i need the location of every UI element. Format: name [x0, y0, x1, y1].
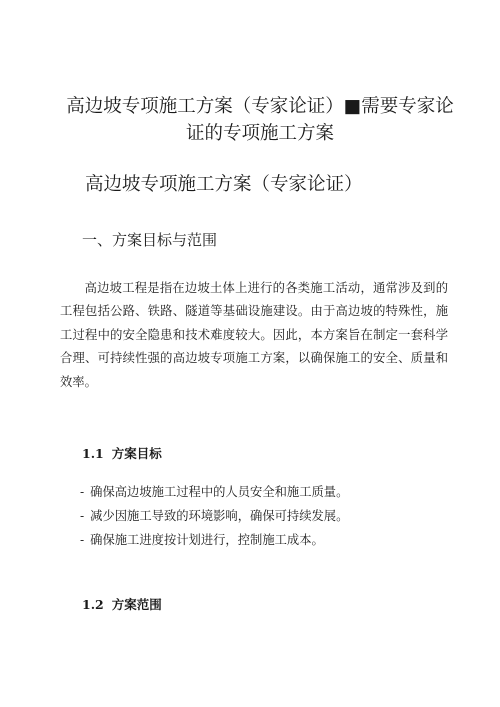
- subsection-heading-1-2: [82, 596, 162, 614]
- list-item-text: 确保施工进度按计划进行，控制施工成本。: [90, 533, 324, 547]
- list-item: [80, 504, 348, 528]
- subsection-label: 方案范围: [111, 597, 162, 612]
- subsection-number: 1.1: [82, 446, 104, 461]
- dash-bullet-icon: -: [80, 485, 85, 499]
- goals-list: [80, 480, 348, 552]
- subsection-label: 方案目标: [111, 446, 162, 461]
- section-heading-goals-scope: 一、方案目标与范围: [82, 231, 218, 249]
- dash-bullet-icon: -: [80, 509, 85, 523]
- subsection-heading-1-1: [82, 445, 162, 463]
- list-item: [80, 528, 348, 552]
- dash-bullet-icon: -: [80, 533, 85, 547]
- intro-paragraph: 高边坡工程是指在边坡土体上进行的各类施工活动，通常涉及到的工程包括公路、铁路、隧道等基础设施建设。由于高边坡的特殊性，施工过程中的安全隐患和技术难度较大。因此，本方案旨在制定一套科学合理、可持续性强的高边坡专项施工方案，以确保施工的安全、质量和效率。: [60, 281, 448, 389]
- document-subtitle: 高边坡专项施工方案（专家论证）: [85, 174, 363, 195]
- list-item: [80, 480, 348, 504]
- document-title: 高边坡专项施工方案（专家论证）■需要专家论证的专项施工方案: [66, 96, 454, 144]
- list-item-text: 减少因施工导致的环境影响，确保可持续发展。: [90, 509, 349, 523]
- subsection-number: 1.2: [82, 597, 104, 612]
- list-item-text: 确保高边坡施工过程中的人员安全和施工质量。: [90, 485, 349, 499]
